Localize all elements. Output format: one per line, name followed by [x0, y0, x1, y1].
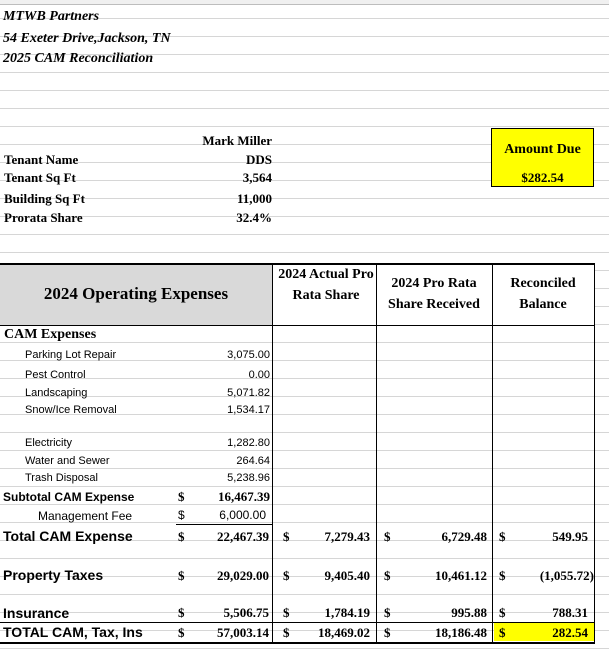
total-cam-v3: 549.95	[552, 529, 588, 544]
insurance-cur: $	[178, 605, 185, 620]
tenant-sqft-value: 3,564	[242, 170, 272, 185]
insurance-label: Insurance	[3, 605, 70, 621]
subtotal-label: Subtotal CAM Expense	[3, 490, 135, 504]
top-header-strip	[0, 0, 609, 5]
taxes-value: 29,029.00	[217, 568, 269, 583]
grand-total-v3: 282.54	[552, 625, 588, 640]
col-header-received-text: 2024 Pro Rata Share Received	[388, 276, 480, 312]
taxes-v3: (1,055.72)	[539, 568, 594, 583]
item-value-3: 5,071.82	[227, 387, 270, 399]
insurance-v1: 1,784.19	[324, 605, 370, 620]
item-value-5: 1,282.80	[227, 437, 270, 449]
item-value-4: 1,534.17	[227, 404, 270, 416]
item-label-5: Electricity	[25, 437, 73, 449]
total-cam-v2: 6,729.48	[441, 529, 487, 544]
col-header-actual	[278, 264, 374, 306]
taxes-c2: $	[384, 568, 391, 583]
item-label-3: Landscaping	[25, 387, 88, 399]
subtotal-currency: $	[178, 489, 185, 504]
item-value-7: 5,238.96	[227, 472, 270, 484]
total-cam-label: Total CAM Expense	[3, 528, 133, 544]
col-header-reconciled	[493, 273, 593, 315]
prorata-value: 32.4%	[236, 210, 272, 225]
building-sqft-label: Building Sq Ft	[4, 191, 85, 206]
item-label-1: Parking Lot Repair	[25, 349, 117, 361]
tenant-name-value: DDS	[245, 152, 272, 167]
col-header-actual-text: 2024 Actual Pro Rata Share	[278, 267, 374, 303]
total-cam-cur: $	[178, 529, 185, 544]
insurance-c3: $	[499, 605, 506, 620]
item-value-6: 264.64	[236, 455, 270, 467]
company-address: 54 Exeter Drive,Jackson, TN	[3, 31, 171, 46]
item-value-2: 0.00	[248, 369, 270, 381]
taxes-label: Property Taxes	[3, 567, 104, 583]
taxes-cur: $	[178, 568, 185, 583]
col-header-reconciled-text: Reconciled Balance	[510, 276, 576, 312]
grand-total-c1: $	[283, 625, 290, 640]
total-cam-v1: 7,279.43	[324, 529, 370, 544]
table-col-divider-1	[272, 263, 273, 643]
taxes-v1: 9,405.40	[324, 568, 370, 583]
taxes-v2: 10,461.12	[435, 568, 487, 583]
grand-total-c2: $	[384, 625, 391, 640]
grand-total-value: 57,003.14	[217, 625, 269, 640]
building-sqft-value: 11,000	[236, 191, 272, 206]
mgmt-underline	[176, 524, 272, 525]
report-title: 2025 CAM Reconciliation	[3, 51, 154, 66]
grand-total-cur: $	[178, 625, 185, 640]
mgmt-value: 6,000.00	[219, 508, 266, 522]
grand-total-v1: 18,469.02	[318, 625, 370, 640]
item-label-2: Pest Control	[25, 369, 86, 381]
subtotal-value: 16,467.39	[218, 489, 270, 504]
col-header-received	[377, 273, 491, 315]
insurance-v2: 995.88	[451, 605, 487, 620]
insurance-c2: $	[384, 605, 391, 620]
total-cam-c1: $	[283, 529, 290, 544]
insurance-v3: 788.31	[552, 605, 588, 620]
amount-due-label: Amount Due	[504, 142, 581, 157]
taxes-c1: $	[283, 568, 290, 583]
item-label-4: Snow/Ice Removal	[25, 404, 117, 416]
tenant-contact: Mark Miller	[202, 133, 272, 148]
prorata-label: Prorata Share	[4, 210, 83, 225]
item-label-6: Water and Sewer	[25, 455, 110, 467]
grand-total-label: TOTAL CAM, Tax, Ins	[3, 624, 143, 640]
total-cam-value: 22,467.39	[217, 529, 269, 544]
amount-due-value: $282.54	[521, 170, 564, 185]
table-right-border	[594, 263, 595, 643]
tenant-name-label: Tenant Name	[4, 152, 79, 167]
table-title: 2024 Operating Expenses	[43, 284, 229, 303]
item-label-7: Trash Disposal	[25, 472, 98, 484]
mgmt-currency: $	[178, 508, 185, 522]
table-bottom-border	[0, 642, 595, 644]
mgmt-label: Management Fee	[38, 509, 133, 523]
table-col-divider-2	[376, 263, 377, 643]
grand-total-v2: 18,186.48	[435, 625, 487, 640]
total-cam-c2: $	[384, 529, 391, 544]
taxes-c3: $	[499, 568, 506, 583]
insurance-value: 5,506.75	[223, 605, 269, 620]
grand-total-c3: $	[499, 625, 506, 640]
table-header-bottom	[0, 325, 595, 326]
company-name: MTWB Partners	[3, 9, 100, 24]
grand-total-top-line	[0, 622, 595, 623]
total-cam-c3: $	[499, 529, 506, 544]
insurance-c1: $	[283, 605, 290, 620]
item-value-1: 3,075.00	[227, 349, 270, 361]
cam-heading: CAM Expenses	[4, 327, 97, 342]
table-col-divider-3	[492, 263, 493, 643]
tenant-sqft-label: Tenant Sq Ft	[4, 170, 76, 185]
